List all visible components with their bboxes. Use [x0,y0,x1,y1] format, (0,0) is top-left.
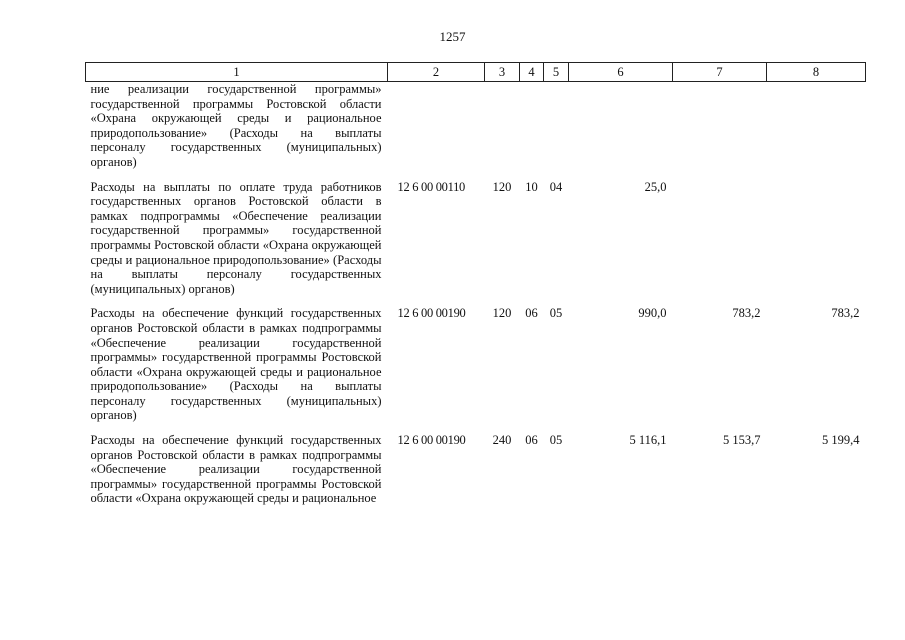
row-value-2 [673,177,767,304]
row-value-1 [569,82,673,177]
header-cell: 5 [544,63,569,82]
row-value-2: 783,2 [732,306,761,321]
row-value-1: 990,0 [638,306,667,321]
row-rz [520,82,544,177]
row-code [388,82,485,177]
row-vr: 120 [492,179,512,194]
row-vr [485,82,520,177]
row-value-3 [767,177,866,304]
row-pr: 04 [549,179,563,194]
row-code: 12 6 00 00190 [397,306,466,321]
row-value-3: 5 199,4 [822,433,860,448]
table-row [86,82,866,177]
header-cell: 4 [520,63,544,82]
header-cell: 3 [485,63,520,82]
row-description: Расходы на выплаты по оплате труда работников государственных органов Ростовской области в рамках подпрограммы «Обеспечение реализации государственной программы» государственной программы Ростовской области «Охрана окружающей среды и рациональное природопользование» (Расходы на выплаты персоналу государственных (муниципальных) органов) [90,179,382,296]
budget-table [85,62,866,513]
header-cell: 8 [767,63,866,82]
row-value-1: 5 116,1 [629,433,667,448]
row-description: Расходы на обеспечение функций государственных органов Ростовской области в рамках подпрограммы «Обеспечение реализации государственной программы» государственной программы Ростовской области «Охрана окружающей среды и рациональное [90,433,382,506]
header-cell: 6 [569,63,673,82]
header-row [86,63,866,82]
row-value-3: 783,2 [831,306,860,321]
row-description: Расходы на обеспечение функций государственных органов Ростовской области в рамках подпрограммы «Обеспечение реализации государственной программы» государственной программы Ростовской области «Охрана окружающей среды и рациональное природопользование» (Расходы на выплаты персоналу государственных (муниципальных) органов) [90,306,382,423]
row-vr: 240 [492,433,512,448]
table-row [86,177,866,304]
row-vr: 120 [492,306,512,321]
table-row [86,430,866,513]
row-rz: 10 [525,179,538,194]
row-code: 12 6 00 00190 [397,433,466,448]
row-pr: 05 [549,433,563,448]
row-value-2 [673,82,767,177]
row-pr [544,82,569,177]
header-cell: 2 [388,63,485,82]
row-value-3 [767,82,866,177]
row-code: 12 6 00 00110 [397,179,466,194]
row-description: ние реализации государственной программы» государственной программы Ростовской области «Охрана окружающей среды и рациональное природопользование» (Расходы на выплаты персоналу государственных (муниципальных) органов) [90,82,382,169]
row-rz: 06 [525,306,538,321]
row-pr: 05 [549,306,563,321]
row-rz: 06 [525,433,538,448]
header-cell: 1 [86,63,388,82]
row-value-1: 25,0 [644,179,667,194]
page-number: 1257 [439,29,466,44]
row-value-2: 5 153,7 [723,433,761,448]
table-row [86,303,866,430]
header-cell: 7 [673,63,767,82]
